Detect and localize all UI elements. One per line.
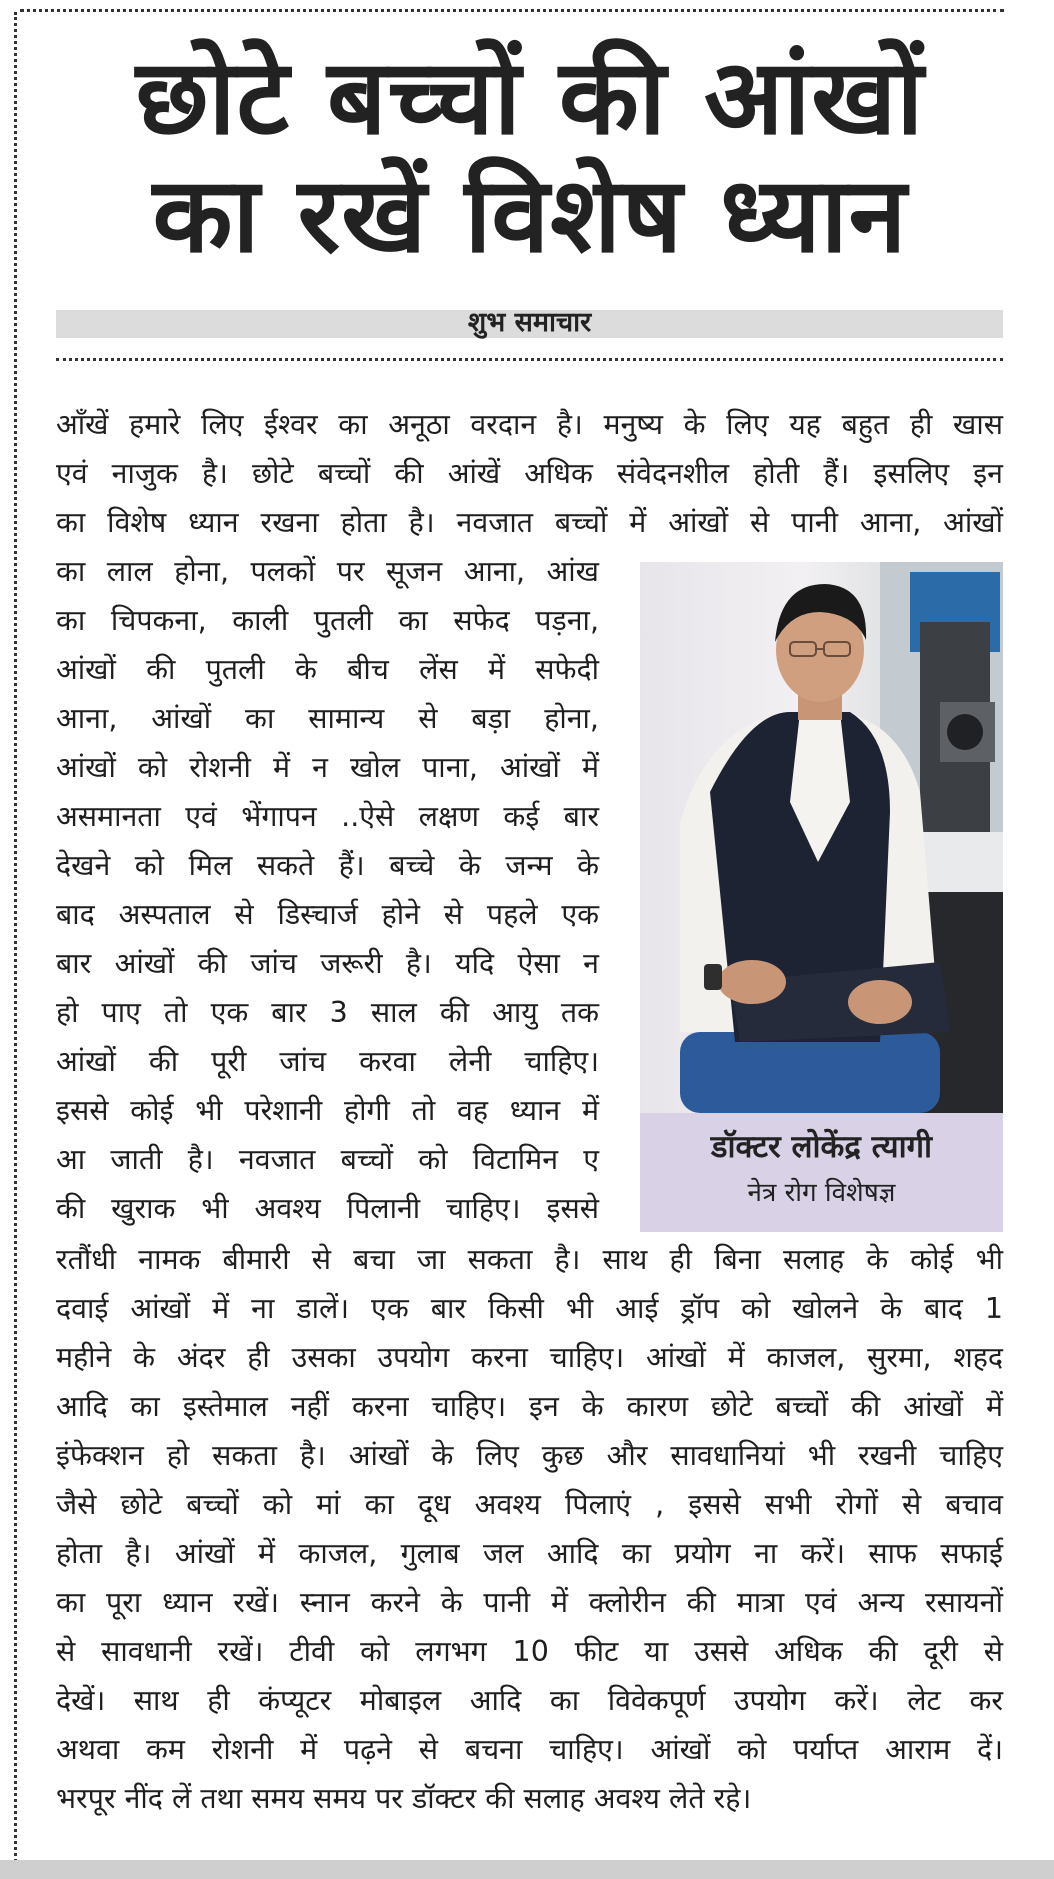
text-line: का चिपकना, काली पुतली का सफेद पड़ना, [56,604,599,637]
text-line: महीने के अंदर ही उसका उपयोग करना चाहिए। आंखों में काजल, सुरमा, शहद [56,1341,1003,1374]
text-line: हो पाए तो एक बार 3 साल की आयु तक [56,996,599,1029]
text-line: का विशेष ध्यान रखना होता है। नवजात बच्चों में आंखों से पानी आना, आंखों [56,506,1003,539]
text-line: एवं नाजुक है। छोटे बच्चों की आंखें अधिक संवेदनशील होती हैं। इसलिए इन [56,457,1003,490]
caption-name: डॉक्टर लोकेंद्र त्यागी [710,1129,933,1165]
text-line: आंखों को रोशनी में न खोल पाना, आंखों में [56,751,599,784]
text-line: जैसे छोटे बच्चों को मां का दूध अवश्य पिलाएं , इससे सभी रोगों से बचाव [56,1488,1003,1521]
headline [50,38,1010,274]
text-line: रतौंधी नामक बीमारी से बचा जा सकता है। साथ ही बिना सलाह के कोई भी [56,1243,1003,1276]
text-line: बाद अस्पताल से डिस्चार्ज होने से पहले एक [56,898,599,931]
photo-caption [640,1113,1003,1232]
bottom-band [0,1860,1054,1879]
text-line: देखें। साथ ही कंप्यूटर मोबाइल आदि का विवेकपूर्ण उपयोग करें। लेट कर [56,1684,1003,1717]
text-line: देखने को मिल सकते हैं। बच्चे के जन्म के [56,849,599,882]
text-line: की खुराक भी अवश्य पिलानी चाहिए। इससे [56,1192,599,1225]
text-line: आना, आंखों का सामान्य से बड़ा होना, [56,702,599,735]
caption-title: नेत्र रोग विशेषज्ञ [747,1178,896,1208]
top-dotted-border [20,9,1004,12]
headline-line-1: छोटे बच्चों की आंखों [135,36,925,158]
left-dotted-border [14,12,17,1867]
doctor-illustration [640,562,1003,1113]
text-line: इंफेक्शन हो सकता है। आंखों के लिए कुछ और सावधानियां भी रखनी चाहिए [56,1439,1003,1472]
text-line: आदि का इस्तेमाल नहीं करना चाहिए। इन के कारण छोटे बच्चों की आंखों में [56,1390,1003,1423]
text-line: असमानता एवं भेंगापन ..ऐसे लक्षण कई बार [56,800,599,833]
text-line: आँखें हमारे लिए ईश्वर का अनूठा वरदान है। मनुष्य के लिए यह बहुत ही खास [56,408,1003,441]
text-line: आ जाती है। नवजात बच्चों को विटामिन ए [56,1143,599,1176]
text-line: भरपूर नींद लें तथा समय समय पर डॉक्टर की सलाह अवश्य लेते रहे। [56,1782,752,1815]
text-line: आंखों की पुतली के बीच लेंस में सफेदी [56,653,599,686]
dotted-rule [56,358,1003,361]
text-line: का पूरा ध्यान रखें। स्नान करने के पानी में क्लोरीन की मात्रा एवं अन्य रसायनों [56,1586,1003,1619]
text-line: अथवा कम रोशनी में पढ़ने से बचना चाहिए। आंखों को पर्याप्त आराम दें। [56,1733,1003,1766]
intro-paragraph [56,400,1003,547]
text-line: का लाल होना, पलकों पर सूजन आना, आंख [56,555,599,588]
text-line: दवाई आंखों में ना डालें। एक बार किसी भी आई ड्रॉप को खोलने के बाद 1 [56,1292,1003,1325]
text-line: आंखों की पूरी जांच करवा लेनी चाहिए। [56,1045,599,1078]
byline: शुभ समाचार [467,307,592,338]
text-line: बार आंखों की जांच जरूरी है। यदि ऐसा न [56,947,599,980]
doctor-photo [640,562,1003,1113]
headline-line-2: का रखें विशेष ध्यान [152,154,908,276]
closing-paragraph [56,1235,1003,1823]
text-line: इससे कोई भी परेशानी होगी तो वह ध्यान में [56,1094,599,1127]
text-line: होता है। आंखों में काजल, गुलाब जल आदि का प्रयोग ना करें। साफ सफाई [56,1537,1003,1570]
column-paragraph [56,547,599,1233]
text-line: से सावधानी रखें। टीवी को लगभग 10 फीट या उससे अधिक की दूरी से [56,1635,1003,1668]
